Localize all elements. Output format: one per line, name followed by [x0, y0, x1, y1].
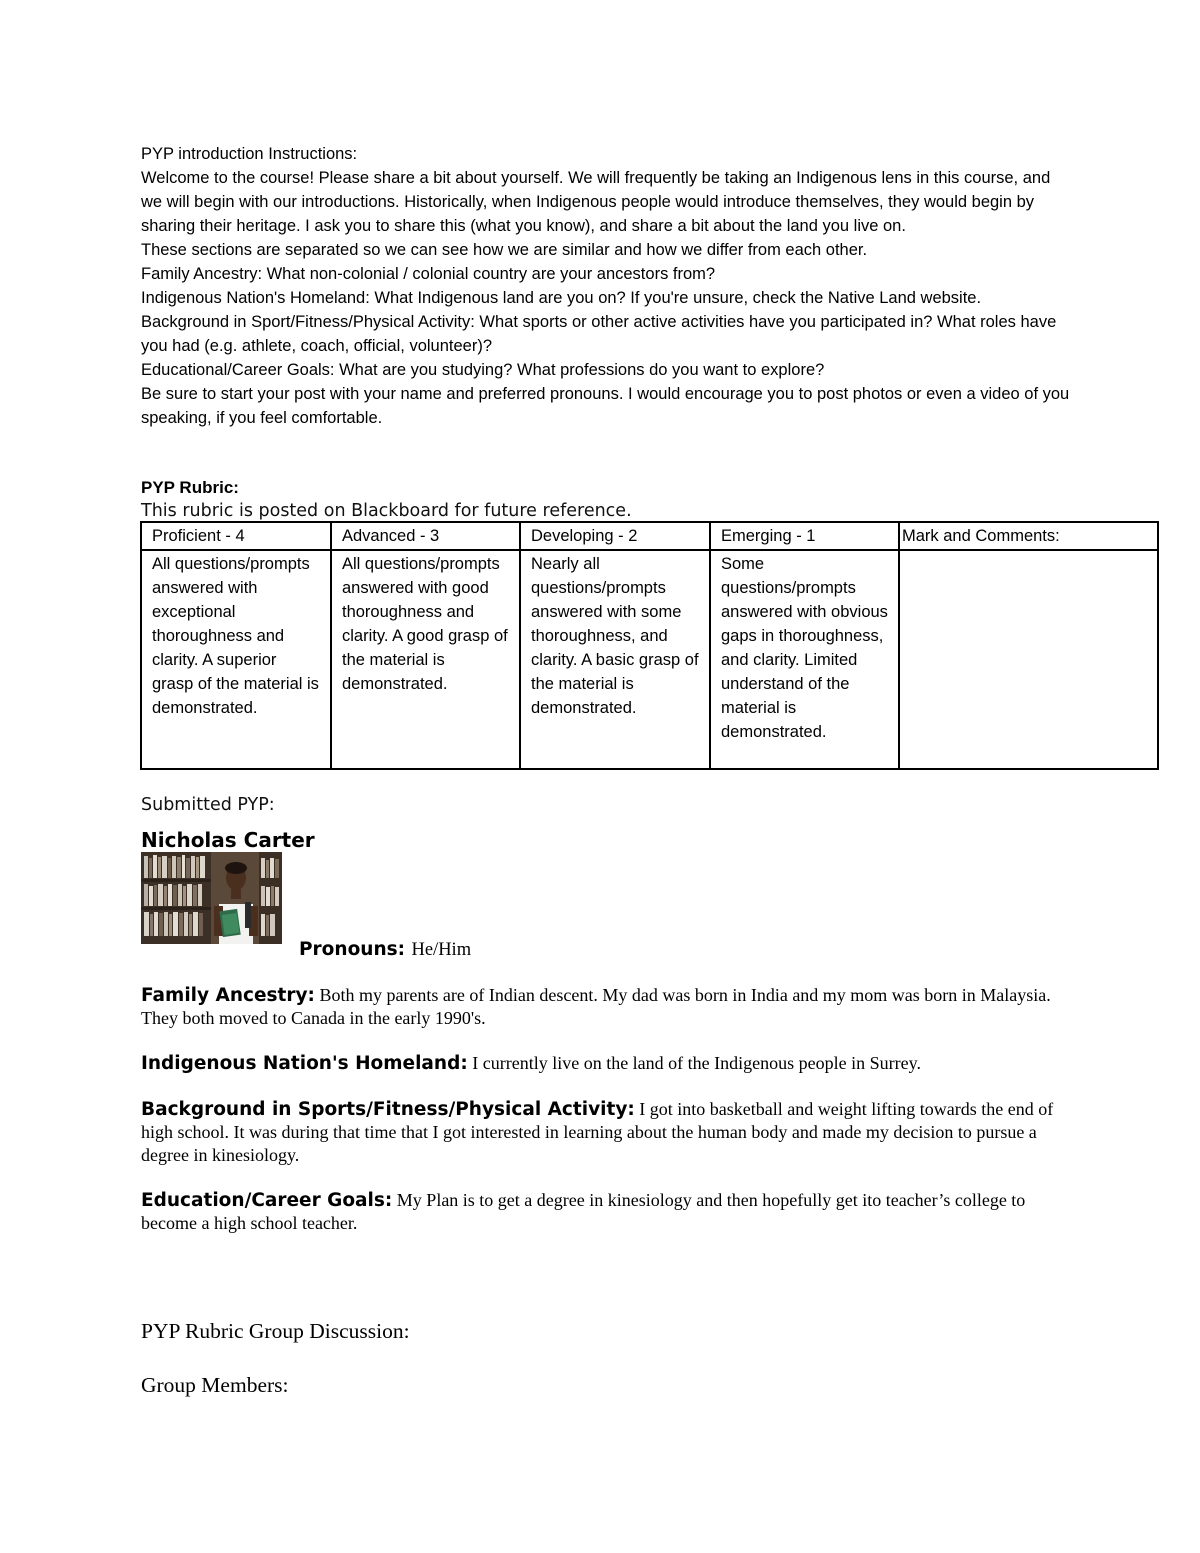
student-name: Nicholas Carter [141, 828, 315, 852]
section-heading: Education/Career Goals: [141, 1190, 393, 1211]
rubric-cell-mark [899, 550, 1158, 769]
section-family-ancestry [141, 984, 1061, 1030]
instructions-background: Background in Sport/Fitness/Physical Activity: What sports or other active activities have you participated in? What roles have you had (e.g. athlete, coach, official, volunteer)? [141, 313, 1057, 355]
section-career-goals [141, 1189, 1061, 1235]
rubric-header-row [141, 522, 1158, 550]
instructions-family: Family Ancestry: What non-colonial / colonial country are your ancestors from? [141, 265, 716, 283]
instructions-homeland: Indigenous Nation's Homeland: What Indigenous land are you on? If you're unsure, check the Native Land website. [141, 289, 982, 307]
section-heading: Family Ancestry: [141, 985, 315, 1006]
instructions-closing: Be sure to start your post with your name and preferred pronouns. I would encourage you to post photos or even a video of you speaking, if you feel comfortable. [141, 385, 1070, 427]
section-background [141, 1098, 1061, 1167]
instructions-goals: Educational/Career Goals: What are you studying? What professions do you want to explore? [141, 361, 825, 379]
instructions-welcome: Welcome to the course! Please share a bit about yourself. We will frequently be taking an Indigenous lens in this course, and we will begin with our introductions. Historically, when Indigenous people would introduce themselves, they would begin by sharing their heritage. I ask you to share this (what you know), and share a bit about the land you live on. [141, 169, 1051, 235]
student-photo [141, 852, 282, 944]
section-text: I currently live on the land of the Indigenous people in Surrey. [472, 1053, 921, 1073]
rubric-cell-developing: Nearly all questions/prompts answered with some thoroughness, and clarity. A basic grasp of the material is demonstrated. [520, 550, 710, 769]
section-text: I got into basketball and weight lifting towards the end of high school. It was during that time that I got interested in learning about the human body and made my decision to pursue a degree in kinesiology. [141, 1099, 1054, 1165]
rubric-header-developing: Developing - 2 [520, 522, 710, 550]
section-text: Both my parents are of Indian descent. My dad was born in India and my mom was born in Malaysia. They both moved to Canada in the early 1990's. [141, 985, 1051, 1028]
rubric-cell-proficient: All questions/prompts answered with exceptional thoroughness and clarity. A superior grasp of the material is demonstrated. [141, 550, 331, 769]
rubric-cell-emerging: Some questions/prompts answered with obvious gaps in thoroughness, and clarity. Limited understand of the material is demonstrated. [710, 550, 899, 769]
rubric-title: PYP Rubric: [141, 478, 239, 497]
rubric-header-proficient: Proficient - 4 [141, 522, 331, 550]
submitted-label: Submitted PYP: [141, 795, 275, 815]
section-heading: Indigenous Nation's Homeland: [141, 1053, 468, 1074]
instructions-block [141, 142, 1071, 430]
discussion-title: PYP Rubric Group Discussion: [141, 1319, 410, 1343]
pronouns-value: He/Him [411, 940, 472, 960]
section-heading: Background in Sports/Fitness/Physical Activity: [141, 1099, 635, 1120]
rubric-cell-advanced: All questions/prompts answered with good thoroughness and clarity. A good grasp of the material is demonstrated. [331, 550, 520, 769]
instructions-sections-note: These sections are separated so we can see how we are similar and how we differ from each other. [141, 241, 868, 259]
rubric-header-emerging: Emerging - 1 [710, 522, 899, 550]
rubric-table [140, 521, 1159, 770]
rubric-note: This rubric is posted on Blackboard for future reference. [141, 501, 632, 521]
instructions-heading: PYP introduction Instructions: [141, 145, 358, 163]
rubric-criteria-row [141, 550, 1158, 769]
section-homeland [141, 1052, 1061, 1075]
section-text: My Plan is to get a degree in kinesiology and then hopefully get ito teacher’s college to become a high school teacher. [141, 1190, 1026, 1233]
rubric-header-advanced: Advanced - 3 [331, 522, 520, 550]
rubric-header-mark: Mark and Comments: [899, 522, 1158, 550]
pronouns-line [299, 936, 471, 964]
pronouns-label: Pronouns: [299, 939, 406, 960]
group-members-label: Group Members: [141, 1373, 289, 1397]
